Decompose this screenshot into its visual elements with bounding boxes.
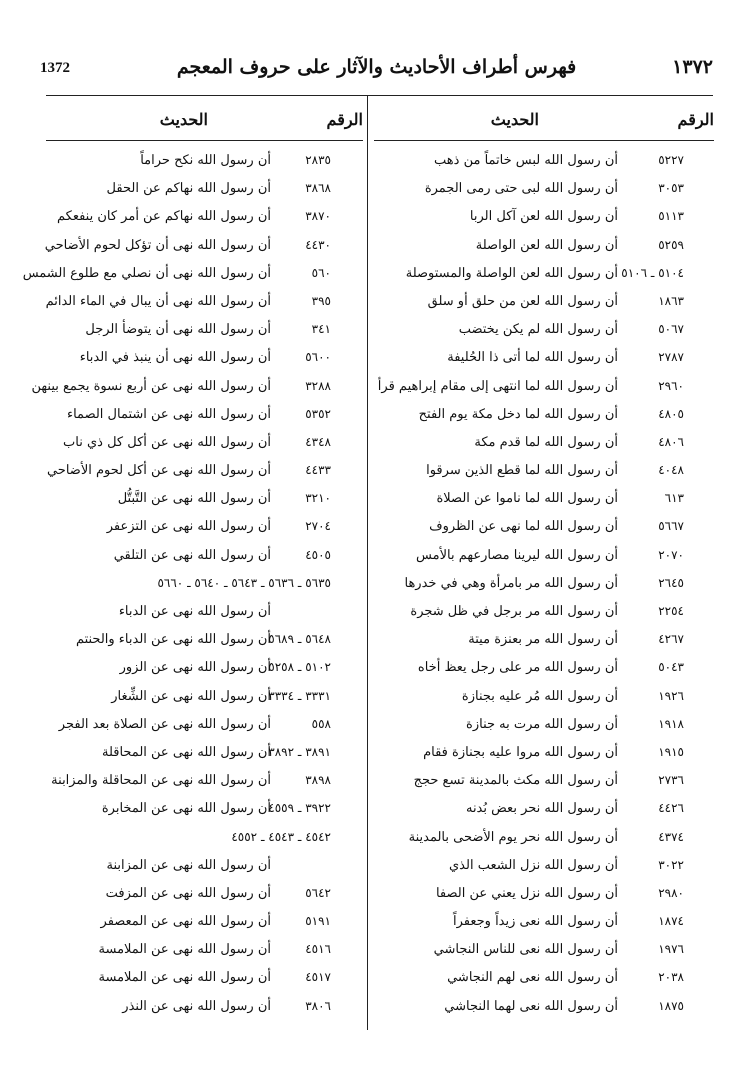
entry-number: ٤٣٧٤ bbox=[658, 829, 684, 844]
entry-number: ٥٠٤٣ bbox=[658, 660, 684, 675]
entry-number: ٤٣٤٨ bbox=[305, 434, 331, 449]
entry-hadith-text: أن رسول الله نهى عن المحاقلة والمزابنة bbox=[51, 773, 271, 789]
entry-number: ٤٨٠٥ bbox=[658, 406, 684, 421]
entry-number: ٢٧٨٧ bbox=[658, 350, 684, 365]
entry-hadith-text: أن رسول الله مروا عليه بجنازة فقام bbox=[423, 744, 618, 760]
index-entry bbox=[374, 797, 714, 825]
entry-number: ٤٤٢٦ bbox=[658, 801, 684, 816]
index-entry bbox=[46, 572, 363, 600]
entry-hadith-text: أن رسول الله نهى عن المخابرة bbox=[101, 801, 271, 817]
entry-number: ١٨٧٥ bbox=[658, 998, 684, 1013]
index-entry bbox=[46, 544, 363, 572]
index-entry bbox=[374, 882, 714, 910]
index-entry bbox=[374, 854, 714, 882]
index-entry bbox=[46, 346, 363, 374]
entry-number: ٣٨٩٨ bbox=[305, 773, 331, 788]
entry-number: ٣٤١ bbox=[311, 322, 331, 337]
header-rule bbox=[46, 95, 713, 96]
entry-hadith-text: أن رسول الله ليرينا مصارعهم بالأمس bbox=[416, 547, 618, 563]
index-entry bbox=[374, 938, 714, 966]
entry-number: ١٨٧٤ bbox=[658, 914, 684, 929]
entry-number: ١٩١٥ bbox=[658, 744, 684, 759]
entry-number: ٢٠٣٨ bbox=[658, 970, 684, 985]
index-entry bbox=[374, 375, 714, 403]
entry-hadith-text: أن رسول الله لما انتهى إلى مقام إبراهيم قرأ bbox=[377, 378, 618, 394]
index-entry bbox=[374, 149, 714, 177]
entry-number: ٤٠٤٨ bbox=[658, 463, 684, 478]
entry-hadith-text: أن رسول الله لبس خاتماً من ذهب bbox=[434, 153, 618, 168]
index-entry bbox=[374, 628, 714, 656]
index-entry bbox=[46, 995, 363, 1023]
index-entry bbox=[374, 290, 714, 318]
entry-hadith-text: أن رسول الله نهى عن الصلاة بعد الفجر bbox=[58, 716, 271, 732]
index-entry bbox=[46, 459, 363, 487]
entry-number: ٣٩٥ bbox=[311, 293, 331, 308]
entry-hadith-text: أن رسول الله لما أتى ذا الحُليفة bbox=[447, 350, 618, 366]
entry-hadith-text: أن رسول الله نهى عن المزفت bbox=[105, 885, 271, 901]
entry-number: ٥٦٣٥ ـ ٥٦٣٦ ـ ٥٦٤٣ ـ ٥٦٤٠ ـ ٥٦٦٠ bbox=[157, 575, 331, 590]
index-entry bbox=[31, 375, 363, 403]
right-column-header bbox=[374, 100, 714, 138]
hadith-column-label: الحديث bbox=[159, 110, 208, 129]
index-entry bbox=[374, 713, 714, 741]
entry-number: ٢٩٦٠ bbox=[658, 378, 684, 393]
entry-number: ١٩١٨ bbox=[658, 716, 684, 731]
index-entry bbox=[46, 797, 363, 825]
index-entry bbox=[374, 600, 714, 628]
entry-number: ٣٠٥٣ bbox=[658, 181, 684, 196]
entry-number: ٤٨٠٦ bbox=[658, 434, 684, 449]
index-entry bbox=[374, 910, 714, 938]
entry-number: ٤٤٣٠ bbox=[305, 237, 331, 252]
entry-number: ١٩٧٦ bbox=[658, 942, 684, 957]
index-entry bbox=[46, 487, 363, 515]
index-entry bbox=[46, 713, 363, 741]
entry-hadith-text: أن رسول الله نعى للناس النجاشي bbox=[433, 942, 618, 958]
entry-hadith-text: أن رسول الله مر بامرأة وهي في خدرها bbox=[404, 575, 618, 591]
entry-number: ٥١٩١ bbox=[305, 914, 331, 929]
entry-number: ٥٢٢٧ bbox=[658, 153, 684, 167]
entry-number: ٥٦٤٨ ـ ٥٦٨٩ bbox=[268, 632, 331, 647]
index-entry bbox=[46, 826, 363, 854]
column-divider bbox=[367, 95, 368, 1030]
entry-number: ٥٦٤٢ bbox=[305, 885, 331, 900]
index-entry bbox=[46, 910, 363, 938]
entry-number: ٣٣٣١ ـ ٣٣٣٤ bbox=[268, 688, 331, 703]
entry-number: ٣٨٧٠ bbox=[305, 209, 331, 224]
entry-hadith-text: أن رسول الله نهى أن ينبذ في الدباء bbox=[79, 350, 271, 366]
entry-hadith-text: أن رسول الله نهى عن أكل لحوم الأضاحي bbox=[46, 463, 271, 479]
index-entry bbox=[46, 854, 363, 882]
entry-hadith-text: أن رسول الله نهى عن أكل كل ذي ناب bbox=[63, 434, 271, 450]
entry-number: ٥٠٦٧ bbox=[658, 322, 684, 337]
index-entry bbox=[374, 318, 714, 346]
entry-hadith-text: أن رسول الله نحر بعض بُدنه bbox=[465, 801, 618, 817]
entry-hadith-text: أن رسول الله لعن الواصلة والمستوصلة bbox=[405, 265, 618, 281]
index-entry bbox=[374, 403, 714, 431]
entry-number: ٢٩٨٠ bbox=[658, 885, 684, 900]
index-entry bbox=[374, 995, 714, 1023]
entry-number: ٥٦٠٠ bbox=[305, 350, 331, 365]
entry-hadith-text: أن رسول الله نعى لهم النجاشي bbox=[447, 970, 618, 986]
index-entry bbox=[374, 572, 714, 600]
entry-hadith-text: أن رسول الله نعى لهما النجاشي bbox=[444, 998, 618, 1014]
entry-hadith-text: أن رسول الله نهى عن التَّبتُّل bbox=[117, 491, 271, 507]
entry-hadith-text: أن رسول الله نهى عن اشتمال الصماء bbox=[66, 406, 271, 422]
index-entry bbox=[46, 741, 363, 769]
index-entry bbox=[374, 656, 714, 684]
entry-hadith-text: أن رسول الله نهى عن الزور bbox=[119, 660, 271, 676]
left-column bbox=[22, 100, 363, 1023]
left-column-header bbox=[46, 100, 363, 138]
entry-number: ٣٢٨٨ bbox=[305, 378, 331, 393]
entry-hadith-text: أن رسول الله نهى عن التزعفر bbox=[106, 519, 271, 535]
left-entries bbox=[22, 149, 363, 1023]
entry-number: ٥٥٨ bbox=[311, 716, 331, 731]
entry-hadith-text: أن رسول الله نهى أن تؤكل لحوم الأضاحي bbox=[44, 237, 271, 253]
entry-number: ٣٨٦٨ bbox=[305, 181, 331, 196]
page-number-latin: 1372 bbox=[40, 60, 70, 76]
index-entry bbox=[374, 826, 714, 854]
index-entry bbox=[46, 403, 363, 431]
hadith-column-label: الحديث bbox=[490, 110, 539, 129]
entry-hadith-text: أن رسول الله لما دخل مكة يوم الفتح bbox=[418, 406, 618, 422]
index-entry bbox=[374, 205, 714, 233]
entry-hadith-text: أن رسول الله نعى زيداً وجعفراً bbox=[452, 914, 618, 930]
index-entry bbox=[374, 346, 714, 374]
entry-hadith-text: أن رسول الله نهى أن يتوضأ الرجل bbox=[85, 322, 271, 338]
index-entry bbox=[374, 262, 714, 290]
entry-hadith-text: أن رسول الله نهى عن الملامسة bbox=[98, 942, 271, 958]
index-entry bbox=[374, 459, 714, 487]
entry-number: ٣٨٩١ ـ ٣٨٩٢ bbox=[268, 744, 331, 759]
entry-hadith-text: أن رسول الله نهى عن المحاقلة bbox=[101, 744, 271, 760]
index-entry bbox=[46, 600, 363, 628]
index-entry bbox=[46, 628, 363, 656]
entry-hadith-text: أن رسول الله نزل يعني عن الصفا bbox=[435, 885, 618, 901]
entry-hadith-text: أن رسول الله نحر يوم الأضحى بالمدينة bbox=[408, 829, 618, 845]
entry-hadith-text: أن رسول الله مرت به جنازة bbox=[466, 716, 618, 732]
entry-hadith-text: أن رسول الله لما نهى عن الظروف bbox=[429, 519, 618, 535]
entry-hadith-text: أن رسول الله نهى عن الملامسة bbox=[98, 970, 271, 986]
entry-number: ٢٠٧٠ bbox=[658, 547, 684, 562]
entry-number: ٣٩٢٢ ـ ٤٥٥٩ bbox=[268, 801, 331, 816]
index-entry bbox=[374, 741, 714, 769]
entry-hadith-text: أن رسول الله مر على رجل يعظ أخاه bbox=[417, 660, 618, 676]
index-entry bbox=[374, 515, 714, 543]
index-entry bbox=[46, 685, 363, 713]
index-entry bbox=[374, 544, 714, 572]
entry-number: ٥١١٣ bbox=[658, 209, 684, 224]
entry-number: ٣٢١٠ bbox=[305, 491, 331, 506]
entry-number: ٥٦٦٧ bbox=[658, 519, 684, 534]
entry-hadith-text: أن رسول الله نزل الشعب الذي bbox=[448, 857, 618, 873]
entry-hadith-text: أن رسول الله لما قطع الذين سرقوا bbox=[426, 463, 618, 479]
entry-hadith-text: أن رسول الله لعن من حلق أو سلق bbox=[427, 293, 618, 309]
index-entry bbox=[46, 515, 363, 543]
page-header bbox=[40, 56, 713, 86]
entry-number: ٥١٠٤ ـ ٥١٠٦ bbox=[621, 265, 684, 280]
entry-hadith-text: أن رسول الله مُر عليه بجنازة bbox=[461, 688, 618, 704]
entry-number: ٤٢٦٧ bbox=[658, 632, 684, 647]
entry-hadith-text: أن رسول الله نهى عن الدباء bbox=[118, 604, 271, 619]
entry-hadith-text: أن رسول الله مر بعنزة ميتة bbox=[468, 632, 618, 648]
entry-number: ٤٥١٦ bbox=[305, 942, 331, 957]
index-entry bbox=[46, 431, 363, 459]
entry-hadith-text: أن رسول الله نهى أن نصلي مع طلوع الشمس bbox=[22, 265, 271, 281]
entry-hadith-text: أن رسول الله نهى عن أربع نسوة يجمع بينهن bbox=[31, 378, 271, 394]
entry-number: ٢٨٣٥ bbox=[305, 153, 331, 167]
entry-hadith-text: أن رسول الله نهى عن المعصفر bbox=[100, 914, 271, 930]
entry-hadith-text: أن رسول الله نكح حراماً bbox=[140, 153, 271, 168]
page-number-arabic: ١٣٧٢ bbox=[672, 56, 713, 78]
entry-number: ٢٦٤٥ bbox=[658, 575, 684, 590]
entry-hadith-text: أن رسول الله نهى عن الشِّغار bbox=[111, 688, 271, 704]
entry-hadith-text: أن رسول الله لعن الواصلة bbox=[475, 237, 618, 253]
entry-hadith-text: أن رسول الله لعن آكل الربا bbox=[469, 209, 618, 225]
entry-number: ١٨٦٣ bbox=[658, 293, 684, 308]
entry-number: ٣٠٢٢ bbox=[658, 857, 684, 872]
entry-number: ٥٣٥٢ bbox=[305, 406, 331, 421]
index-entry bbox=[46, 318, 363, 346]
entry-number: ٦١٣ bbox=[664, 491, 684, 506]
index-entry bbox=[46, 205, 363, 233]
entry-hadith-text: أن رسول الله نهى عن التلقي bbox=[113, 547, 271, 563]
entry-number: ٤٥٠٥ bbox=[305, 547, 331, 562]
index-entry bbox=[46, 769, 363, 797]
entry-hadith-text: أن رسول الله لما قدم مكة bbox=[474, 434, 618, 450]
entry-hadith-text: أن رسول الله نهاكم عن أمر كان ينفعكم bbox=[57, 209, 271, 225]
page-title: فهرس أطراف الأحاديث والآثار على حروف المعجم bbox=[176, 56, 577, 78]
entry-hadith-text: أن رسول الله نهى عن المزابنة bbox=[106, 857, 271, 873]
index-entry bbox=[374, 966, 714, 994]
index-entry bbox=[46, 149, 363, 177]
index-entry bbox=[374, 685, 714, 713]
entry-number: ١٩٢٦ bbox=[658, 688, 684, 703]
entry-hadith-text: أن رسول الله مكث بالمدينة تسع حجج bbox=[413, 773, 618, 789]
entry-number: ٥٢٥٩ bbox=[658, 237, 684, 252]
column-header-rule bbox=[46, 140, 363, 141]
right-entries bbox=[374, 149, 714, 1023]
index-entry bbox=[374, 487, 714, 515]
entry-hadith-text: أن رسول الله نهى عن النذر bbox=[122, 998, 271, 1014]
entry-hadith-text: أن رسول الله لم يكن يختضب bbox=[458, 322, 618, 338]
index-entry bbox=[46, 966, 363, 994]
entry-hadith-text: أن رسول الله نهى أن يبال في الماء الدائم bbox=[45, 293, 271, 309]
entry-number: ٥٦٠ bbox=[311, 265, 331, 280]
index-entry bbox=[46, 290, 363, 318]
entry-number: ٤٥١٧ bbox=[305, 970, 331, 985]
column-header-rule bbox=[374, 140, 714, 141]
entry-hadith-text: أن رسول الله نهاكم عن الحقل bbox=[106, 181, 271, 197]
entry-hadith-text: أن رسول الله مر برجل في ظل شجرة bbox=[410, 604, 618, 619]
index-entry bbox=[46, 882, 363, 910]
entry-number: ٣٨٠٦ bbox=[305, 998, 331, 1013]
index-entry bbox=[46, 234, 363, 262]
index-entry bbox=[46, 938, 363, 966]
entry-number: ٢٢٥٤ bbox=[658, 604, 684, 618]
index-entry bbox=[46, 177, 363, 205]
index-entry bbox=[46, 656, 363, 684]
index-entry bbox=[374, 177, 714, 205]
entry-hadith-text: أن رسول الله لما ناموا عن الصلاة bbox=[436, 491, 618, 507]
entry-number: ٢٧٣٦ bbox=[658, 773, 684, 788]
entry-hadith-text: أن رسول الله نهى عن الدباء والحنتم bbox=[75, 632, 271, 648]
entry-number: ٢٧٠٤ bbox=[305, 519, 331, 534]
entry-number: ٥١٠٢ ـ ٥٢٥٨ bbox=[268, 660, 331, 675]
entry-number: ٤٥٤٢ ـ ٤٥٤٣ ـ ٤٥٥٢ bbox=[231, 829, 331, 844]
entry-hadith-text: أن رسول الله لبى حتى رمى الجمرة bbox=[424, 181, 618, 197]
index-entry bbox=[374, 431, 714, 459]
index-entry bbox=[374, 234, 714, 262]
index-entry bbox=[22, 262, 363, 290]
right-column bbox=[374, 100, 714, 1023]
entry-number: ٤٤٣٣ bbox=[305, 463, 331, 478]
number-column-label: الرقم bbox=[677, 110, 714, 129]
number-column-label: الرقم bbox=[326, 110, 363, 129]
index-entry bbox=[374, 769, 714, 797]
